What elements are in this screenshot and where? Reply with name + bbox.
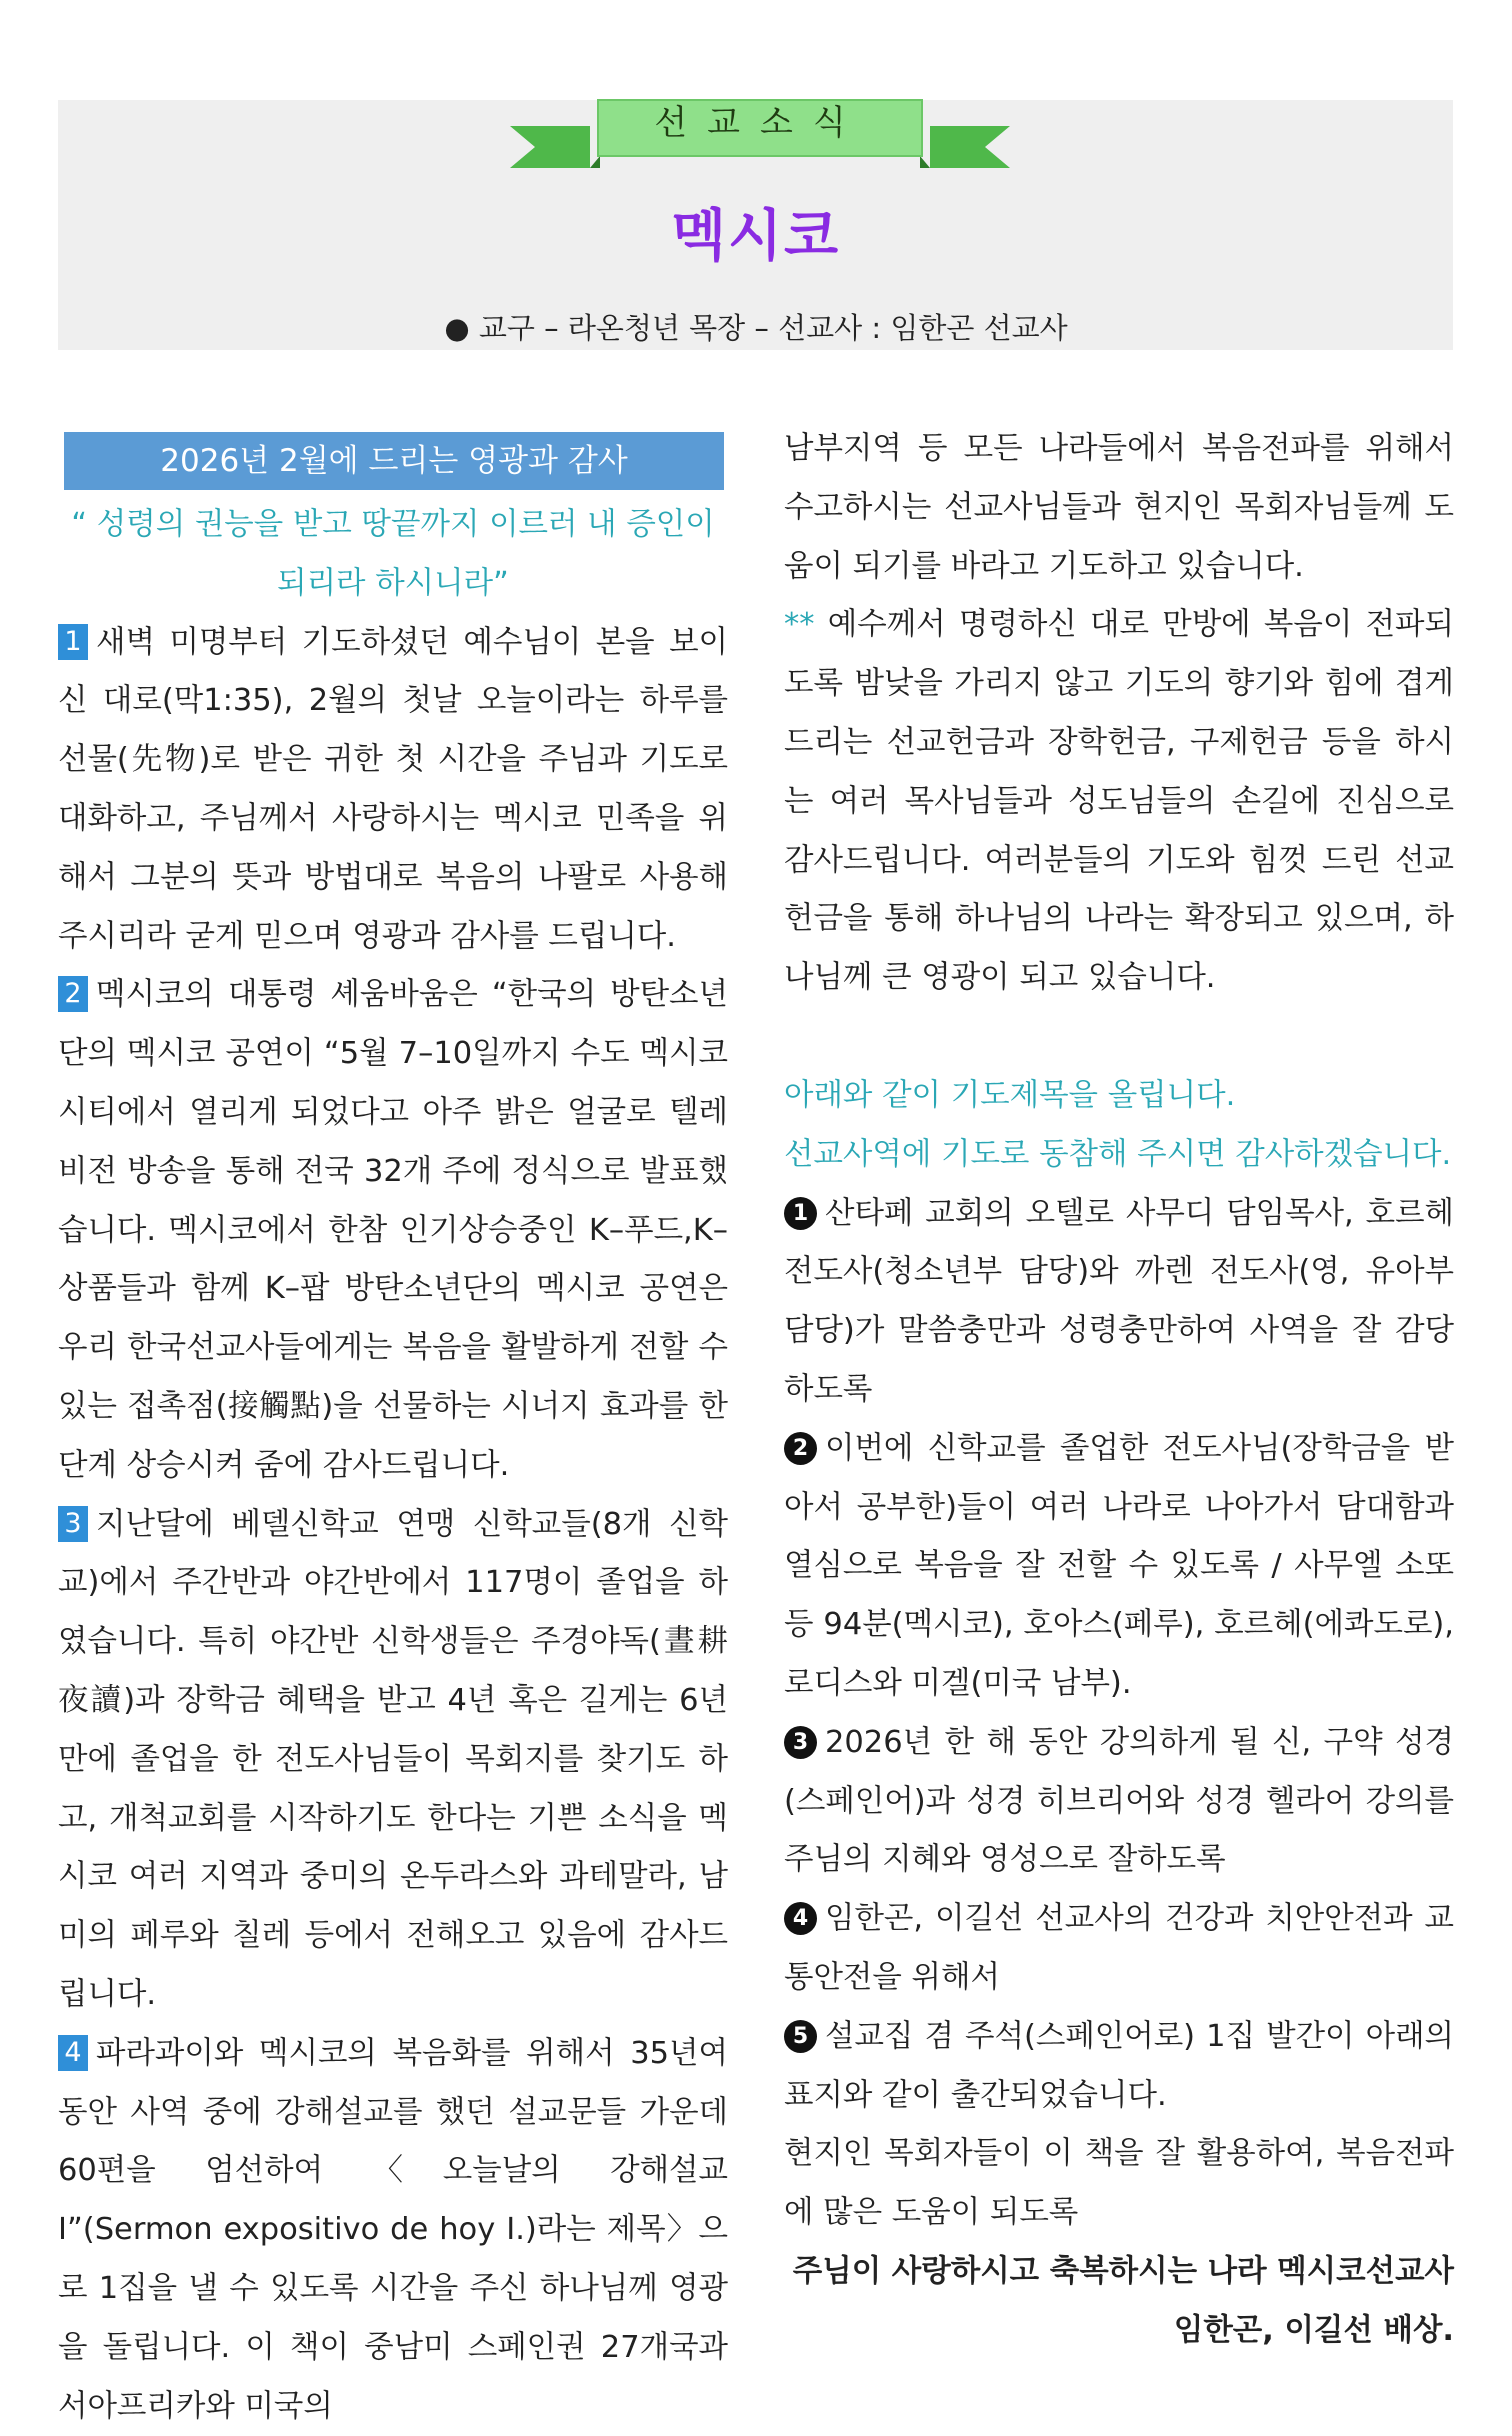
item-number-box: 2	[58, 976, 88, 1012]
prayer-text: 2026년 한 해 동안 강의하게 될 신, 구약 성경(스페인어)과 성경 히브리어와 성경 헬라어 강의를 주님의 지혜와 영성으로 잘하도록	[784, 1724, 1454, 1878]
note-mark: **	[784, 607, 815, 643]
item-text: 새벽 미명부터 기도하셨던 예수님이 본을 보이신 대로(막1:35), 2월의 첫날 오늘이라는 하루를 선물(先物)로 받은 귀한 첫 시간을 주님과 기도로 대화하고, 주님께서 사랑하시는 멕시코 민족을 위해서 그분의 뜻과 방법대로 복음의 나팔로 사용해 주시리라 굳게 믿으며 영광과 감사를 드립니다.	[58, 624, 728, 954]
signature-line-1: 주님이 사랑하시고 축복하시는 나라 멕시코선교사	[792, 2253, 1454, 2289]
spacer	[784, 1008, 1454, 1067]
item-number-box: 3	[58, 1506, 88, 1542]
number-circle-icon: 1	[784, 1197, 817, 1230]
gratitude-item-1	[58, 614, 728, 967]
item-number-box: 4	[58, 2035, 88, 2071]
item-text: 파라과이와 멕시코의 복음화를 위해서 35년여 동안 사역 중에 강해설교를 했던 설교문들 가운데 60편을 엄선하여 〈오늘날의 강해설교 I”(Sermon expositivo de hoy I.)라는 제목〉으로 1집을 낼 수 있도록 시간을 주신 하나님께 영광을 돌립니다. 이 책이 중남미 스페인권 27개국과 서아프리카와 미국의	[58, 2035, 728, 2424]
ribbon-label: 선교소식	[654, 103, 866, 143]
right-column	[784, 420, 1454, 2361]
number-circle-icon: 5	[784, 2020, 817, 2053]
continuation-text: 남부지역 등 모든 나라들에서 복음전파를 위해서 수고하시는 선교사님들과 현지인 목회자님들께 도움이 되기를 바라고 기도하고 있습니다.	[784, 431, 1454, 584]
prayer-item-2	[784, 1420, 1454, 1714]
gratitude-item-2	[58, 966, 728, 1495]
number-circle-icon: 2	[784, 1432, 817, 1465]
left-column	[58, 420, 728, 2436]
thanks-note	[784, 596, 1454, 1008]
prayer-item-4	[784, 1890, 1454, 2008]
note-text: 예수께서 명령하신 대로 만방에 복음이 전파되도록 밤낮을 가리지 않고 기도의 향기와 힘에 겹게 드리는 선교헌금과 장학헌금, 구제헌금 등을 하시는 여러 목사님들과 성도님들의 손길에 진심으로 감사드립니다. 여러분들의 기도와 힘껏 드린 선교헌금을 통해 하나님의 나라는 확장되고 있으며, 하나님께 큰 영광이 되고 있습니다.	[784, 607, 1454, 996]
prayer-item-5	[784, 2008, 1454, 2126]
number-circle-icon: 3	[784, 1726, 817, 1759]
signature-line-2: 임한곤, 이길선 배상.	[1173, 2312, 1454, 2348]
prayer-intro-1: 아래와 같이 기도제목을 올립니다.	[784, 1077, 1236, 1113]
prayer-text: 산타페 교회의 오텔로 사무디 담임목사, 호르헤 전도사(청소년부 담당)와 까렌 전도사(영, 유아부 담당)가 말씀충만과 성령충만하여 사역을 잘 감당하도록	[784, 1195, 1454, 1407]
prayer-text: 설교집 겸 주석(스페인어로) 1집 발간이 아래의 표지와 같이 출간되었습니다.	[784, 2018, 1454, 2113]
item-text: 멕시코의 대통령 셰움바움은 “한국의 방탄소년단의 멕시코 공연이 “5월 7–10일까지 수도 멕시코시티에서 열리게 되었다고 아주 밝은 얼굴로 텔레비전 방송을 통해 전국 32개 주에 정식으로 발표했습니다. 멕시코에서 한참 인기상승중인 K–푸드,K–상품들과 함께 K–팝 방탄소년단의 멕시코 공연은 우리 한국선교사들에게는 복음을 활발하게 전할 수 있는 접촉점(接觸點)을 선물하는 시너지 효과를 한 단계 상승시켜 줌에 감사드립니다.	[58, 977, 728, 1483]
gratitude-item-3	[58, 1496, 728, 2025]
number-circle-icon: 4	[784, 1902, 817, 1935]
author-line: ● 교구 – 라온청년 목장 – 선교사 : 임한곤 선교사	[444, 311, 1068, 345]
prayer-item-3	[784, 1714, 1454, 1890]
prayer-text: 이번에 신학교를 졸업한 전도사님(장학금을 받아서 공부한)들이 여러 나라로 나아가서 담대함과 열심으로 복음을 잘 전할 수 있도록 / 사무엘 소또 등 94분(멕시코), 호아스(페루), 호르헤(에콰도로), 로디스와 미겔(미국 남부).	[784, 1430, 1454, 1701]
section-title-bar: 2026년 2월에 드리는 영광과 감사	[64, 432, 724, 490]
gratitude-item-4	[58, 2025, 728, 2436]
prayer-intro-2: 선교사역에 기도로 동참해 주시면 감사하겠습니다.	[784, 1136, 1452, 1172]
prayer-item-1	[784, 1185, 1454, 1420]
item-number-box: 1	[58, 624, 88, 660]
prayer-text: 임한곤, 이길선 선교사의 건강과 치안안전과 교통안전을 위해서	[784, 1901, 1454, 1995]
closing-text: 현지인 목회자들이 이 책을 잘 활용하여, 복음전파에 많은 도움이 되도록	[784, 2136, 1454, 2231]
item-text: 지난달에 베델신학교 연맹 신학교들(8개 신학교)에서 주간반과 야간반에서 117명이 졸업을 하였습니다. 특히 야간반 신학생들은 주경야독(晝耕夜讀)과 장학금 혜택을 받고 4년 혹은 길게는 6년 만에 졸업을 한 전도사님들이 목회지를 찾기도 하고, 개척교회를 시작하기도 한다는 기쁜 소식을 멕시코 여러 지역과 중미의 온두라스와 과테말라, 남미의 페루와 칠레 등에서 전해오고 있음에 감사드립니다.	[58, 1506, 728, 2012]
scripture-quote: “ 성령의 권능을 받고 땅끝까지 이르러 내 증인이 되리라 하시니라”	[71, 507, 715, 601]
page-title: 멕시코	[671, 204, 841, 269]
